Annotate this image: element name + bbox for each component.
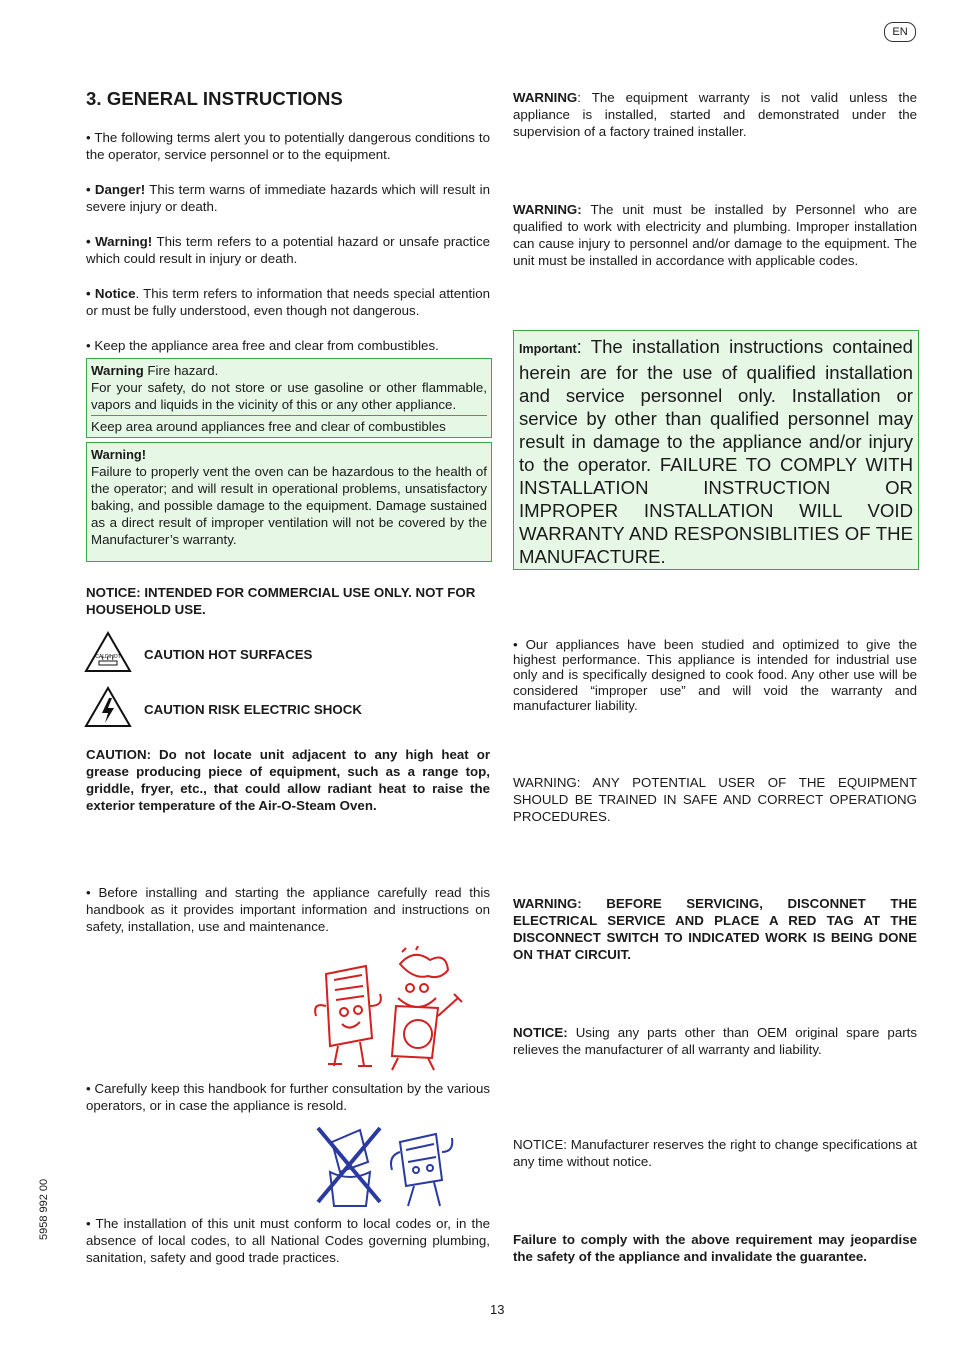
fire-hazard-heading [91, 362, 487, 379]
handbook-characters-illustration [308, 946, 466, 1074]
section-title: 3. GENERAL INSTRUCTIONS [86, 88, 343, 109]
language-badge: EN [884, 22, 916, 42]
spare-parts-notice-label: NOTICE: [513, 1025, 568, 1040]
notice-label: • Notice [86, 286, 136, 301]
hot-surface-icon [84, 631, 132, 673]
fire-hazard-text2: Keep area around appliances free and clear of combustibles [91, 419, 446, 434]
important-label: Important [519, 342, 577, 356]
caution-shock-label: CAUTION RISK ELECTRIC SHOCK [144, 702, 362, 717]
danger-text: This term warns of immediate hazards which will result in severe injury or death. [86, 182, 490, 214]
warranty-warning-text: : The equipment warranty is not valid unless the appliance is installed, started and demonstrated under the supervision of a factory trained installer. [513, 90, 917, 139]
electric-shock-icon [84, 686, 132, 728]
notice-text: . This term refers to information that needs special attention or must be fully understood, even though not dangerous. [86, 286, 490, 318]
personnel-warning-label: WARNING: [513, 202, 582, 217]
page-number: 13 [490, 1302, 505, 1317]
keep-handbook-text: • Carefully keep this handbook for further consultation by the various operators, or in case the appliance is resold. [86, 1081, 490, 1113]
warranty-warning-label: WARNING [513, 90, 578, 105]
fire-hazard-label-rest: Fire hazard. [143, 363, 219, 378]
intro-text: • The following terms alert you to potentially dangerous conditions to the operator, service personnel or to the equipment. [86, 130, 490, 162]
caution-hot-label: CAUTION HOT SURFACES [144, 647, 313, 662]
caution-locate-text: CAUTION: Do not locate unit adjacent to any high heat or grease producing piece of equipment, such as a range top, griddle, fryer, etc., that could allow radiant heat to raise the exterior temperature of the Air-O-Steam Oven. [86, 747, 490, 813]
notice-paragraph [86, 285, 490, 319]
svg-text:CALD/HOT: CALD/HOT [95, 654, 121, 660]
personnel-warning-text: The unit must be installed by Personnel who are qualified to work with electricity and plumbing. Improper installation can cause injury to personnel and/or damage to the equipment. The unit must be installed in accordance with applicable codes. [513, 202, 917, 268]
training-warning: WARNING: ANY POTENTIAL USER OF THE EQUIPMENT SHOULD BE TRAINED IN SAFE AND CORRECT OPERATIONG PROCEDURES. [513, 775, 917, 824]
spare-parts-notice-text: Using any parts other than OEM original spare parts relieves the manufacturer of all warranty and liability. [513, 1025, 917, 1057]
ventilation-warning-label: Warning! [91, 447, 146, 462]
servicing-warning: WARNING: BEFORE SERVICING, DISCONNET THE ELECTRICAL SERVICE AND PLACE A RED TAG AT THE DISCONNECT SWITCH TO INDICATED WORK IS BEING DONE ON THAT CIRCUIT. [513, 896, 917, 962]
fire-hazard-box [86, 358, 492, 438]
danger-label: • Danger! [86, 182, 146, 197]
warning-paragraph [86, 233, 490, 267]
before-installing-text: • Before installing and starting the appliance carefully read this handbook as it provides important information and instructions on safety, installation, use and maintenance. [86, 885, 490, 934]
failure-to-comply-text: Failure to comply with the above requirement may jeopardise the safety of the appliance and invalidate the guarantee. [513, 1232, 917, 1264]
discarded-manual-illustration [310, 1122, 458, 1210]
keep-area-text: • Keep the appliance area free and clear from combustibles. [86, 338, 439, 353]
document-code: 5958 992 00 [38, 1178, 50, 1240]
personnel-warning [513, 201, 917, 269]
fire-hazard-text: For your safety, do not store or use gasoline or other flammable, vapors and liquids in the vicinity of this or any other appliance. [91, 380, 487, 412]
important-paragraph [519, 335, 913, 568]
appliances-text: • Our appliances have been studied and optimized to give the highest performance. This appliance is intended for industrial use only and is specifically designed to cook food. Any other use will be considered “improper use” and will void the warranty and manufacturer liability. [513, 637, 917, 713]
warning-label: • Warning! [86, 234, 153, 249]
important-text: : The installation instructions contained herein are for the use of qualified installation and service personnel only. Installation or service by other than qualified personnel may result in damage to the appliance and/or injury to the operator. FAILURE TO COMPLY WITH INSTALLATION INSTRUCTION OR IMPROPER INSTALLATION WILL VOID WARRANTY AND RESPONSIBLITIES OF THE MANUFACTURE. [519, 336, 913, 567]
installation-codes-text: • The installation of this unit must conform to local codes or, in the absence of local codes, to all National Codes governing plumbing, sanitation, safety and good trade practices. [86, 1216, 490, 1265]
spare-parts-notice [513, 1024, 917, 1058]
warranty-warning [513, 89, 917, 140]
ventilation-warning-box [86, 442, 492, 562]
ventilation-warning-text: Failure to properly vent the oven can be hazardous to the health of the operator; and will result in operational problems, unsatisfactory baking, and possible damage to the equipment. Damage sustained as a direct result of improper ventilation will not be covered by the Manufacturer’s warranty. [91, 464, 487, 547]
specifications-notice: NOTICE: Manufacturer reserves the right to change specifications at any time without notice. [513, 1137, 917, 1169]
fire-hazard-label: Warning [91, 363, 144, 378]
box-divider [91, 415, 487, 416]
warning-text: This term refers to a potential hazard or unsafe practice which could result in injury or death. [86, 234, 491, 266]
commercial-notice: NOTICE: INTENDED FOR COMMERCIAL USE ONLY. NOT FOR HOUSEHOLD USE. [86, 585, 476, 617]
danger-paragraph [86, 181, 490, 215]
important-box [513, 330, 919, 570]
